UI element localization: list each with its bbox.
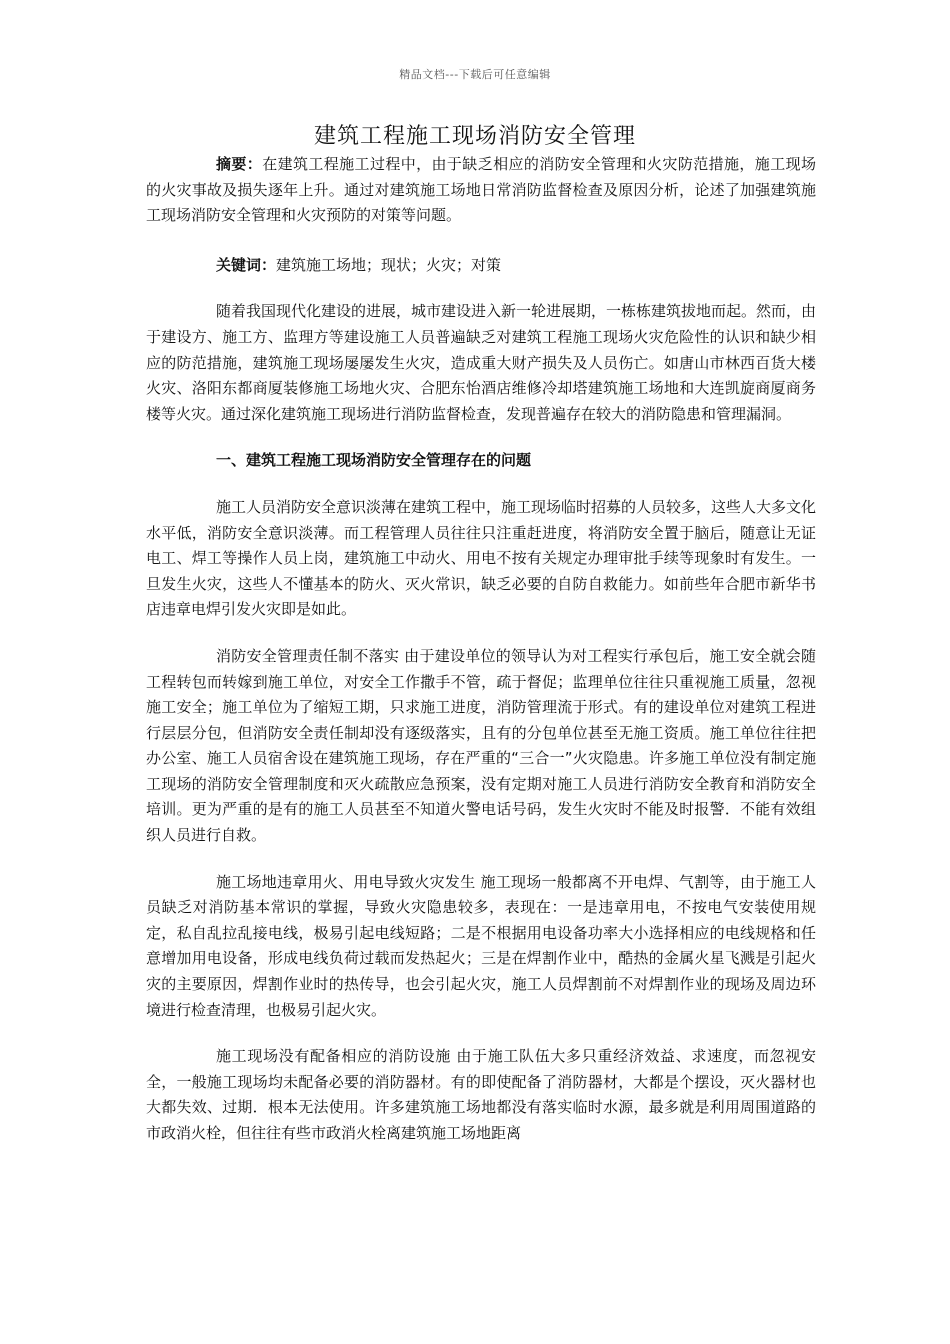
page-header: 精品文档---下载后可任意编辑 [399,68,551,81]
intro-paragraph: 随着我国现代化建设的进展，城市建设进入新一轮进展期，一栋栋建筑拔地而起。然而，由于建设方、施工方、监理方等建设施工人员普遍缺乏对建筑工程施工现场火灾危险性的认识和缺少相应的防范措施，建筑施工现场屡屡发生火灾，造成重大财产损失及人员伤亡。如唐山市林西百货大楼火灾、洛阳东都商厦装修施工场地火灾、合肥东怡酒店维修冷却塔建筑施工场地和大连凯旋商厦商务楼等火灾。通过深化建筑施工现场进行消防监督检查，发现普遍存在较大的消防隐患和管理漏洞。 [146,302,817,423]
body-paragraph: 消防安全管理责任制不落实 由于建设单位的领导认为对工程实行承包后，施工安全就会随工程转包而转嫁到施工单位，对安全工作撒手不管，疏于督促；监理单位往往只重视施工质量，忽视施工安全；施工单位为了缩短工期，只求施工进度，消防管理流于形式。有的建设单位对建筑工程进行层层分包，但消防安全责任制却没有逐级落实，且有的分包单位甚至无施工资质。施工单位往往把办公室、施工人员宿舍设在建筑施工现场，存在严重的“三合一”火灾隐患。许多施工单位没有制定施工现场的消防安全管理制度和灭火疏散应急预案，没有定期对施工人员进行消防安全教育和消防安全培训。更为严重的是有的施工人员甚至不知道火警电话号码，发生火灾时不能及时报警．不能有效组织人员进行自救。 [146,646,816,845]
body-paragraph: 施工人员消防安全意识淡薄在建筑工程中，施工现场临时招募的人员较多，这些人大多文化水平低，消防安全意识淡薄。而工程管理人员往往只注重赶进度，将消防安全置于脑后，随意让无证电工、焊工等操作人员上岗，建筑施工中动火、用电不按有关规定办理审批手续等现象时有发生。一旦发生火灾，这些人不懂基本的防火、灭火常识，缺乏必要的自防自救能力。如前些年合肥市新华书店违章电焊引发火灾即是如此。 [146,497,817,619]
keywords-label: 关键词： [216,255,277,274]
body-paragraph: 施工场地违章用火、用电导致火灾发生 施工现场一般都离不开电焊、气割等，由于施工人员缺乏对消防基本常识的掌握，导致火灾隐患较多，表现在：一是违章用电，不按电气安装使用规定，私自乱拉乱接电线，极易引起电线短路；二是不根据用电设备功率大小选择相应的电线规格和任意增加用电设备，形成电线负荷过载而发热起火；三是在焊割作业中，酷热的金属火星飞溅是引起火灾的主要原因，焊割作业时的热传导，也会引起火灾，施工人员焊割前不对焊割作业的现场及周边环境进行检查清理，也极易引起火灾。 [146,872,816,1019]
abstract-paragraph [146,152,816,229]
keywords-text: 建筑施工场地；现状；火灾；对策 [276,255,502,274]
document-body [146,152,816,1147]
abstract-label: 摘要： [216,155,263,173]
body-paragraph: 施工现场没有配备相应的消防设施 由于施工队伍大多只重经济效益、求速度，而忽视安全，一般施工现场均未配备必要的消防器材。有的即使配备了消防器材，大都是个摆设，灭火器材也大都失效、过期．根本无法使用。许多建筑施工场地都没有落实临时水源，最多就是利用周围道路的市政消火栓，但往往有些市政消火栓离建筑施工场地距离 [146,1047,816,1142]
section-heading: 一、建筑工程施工现场消防安全管理存在的问题 [216,451,532,470]
abstract-text: 在建筑工程施工过程中，由于缺乏相应的消防安全管理和火灾防范措施，施工现场的火灾事故及损失逐年上升。通过对建筑施工场地日常消防监督检查及原因分析，论述了加强建筑施工现场消防安全管理和火灾预防的对策等问题。 [146,155,816,225]
document-title: 建筑工程施工现场消防安全管理 [313,123,636,149]
keywords-paragraph [146,253,816,279]
